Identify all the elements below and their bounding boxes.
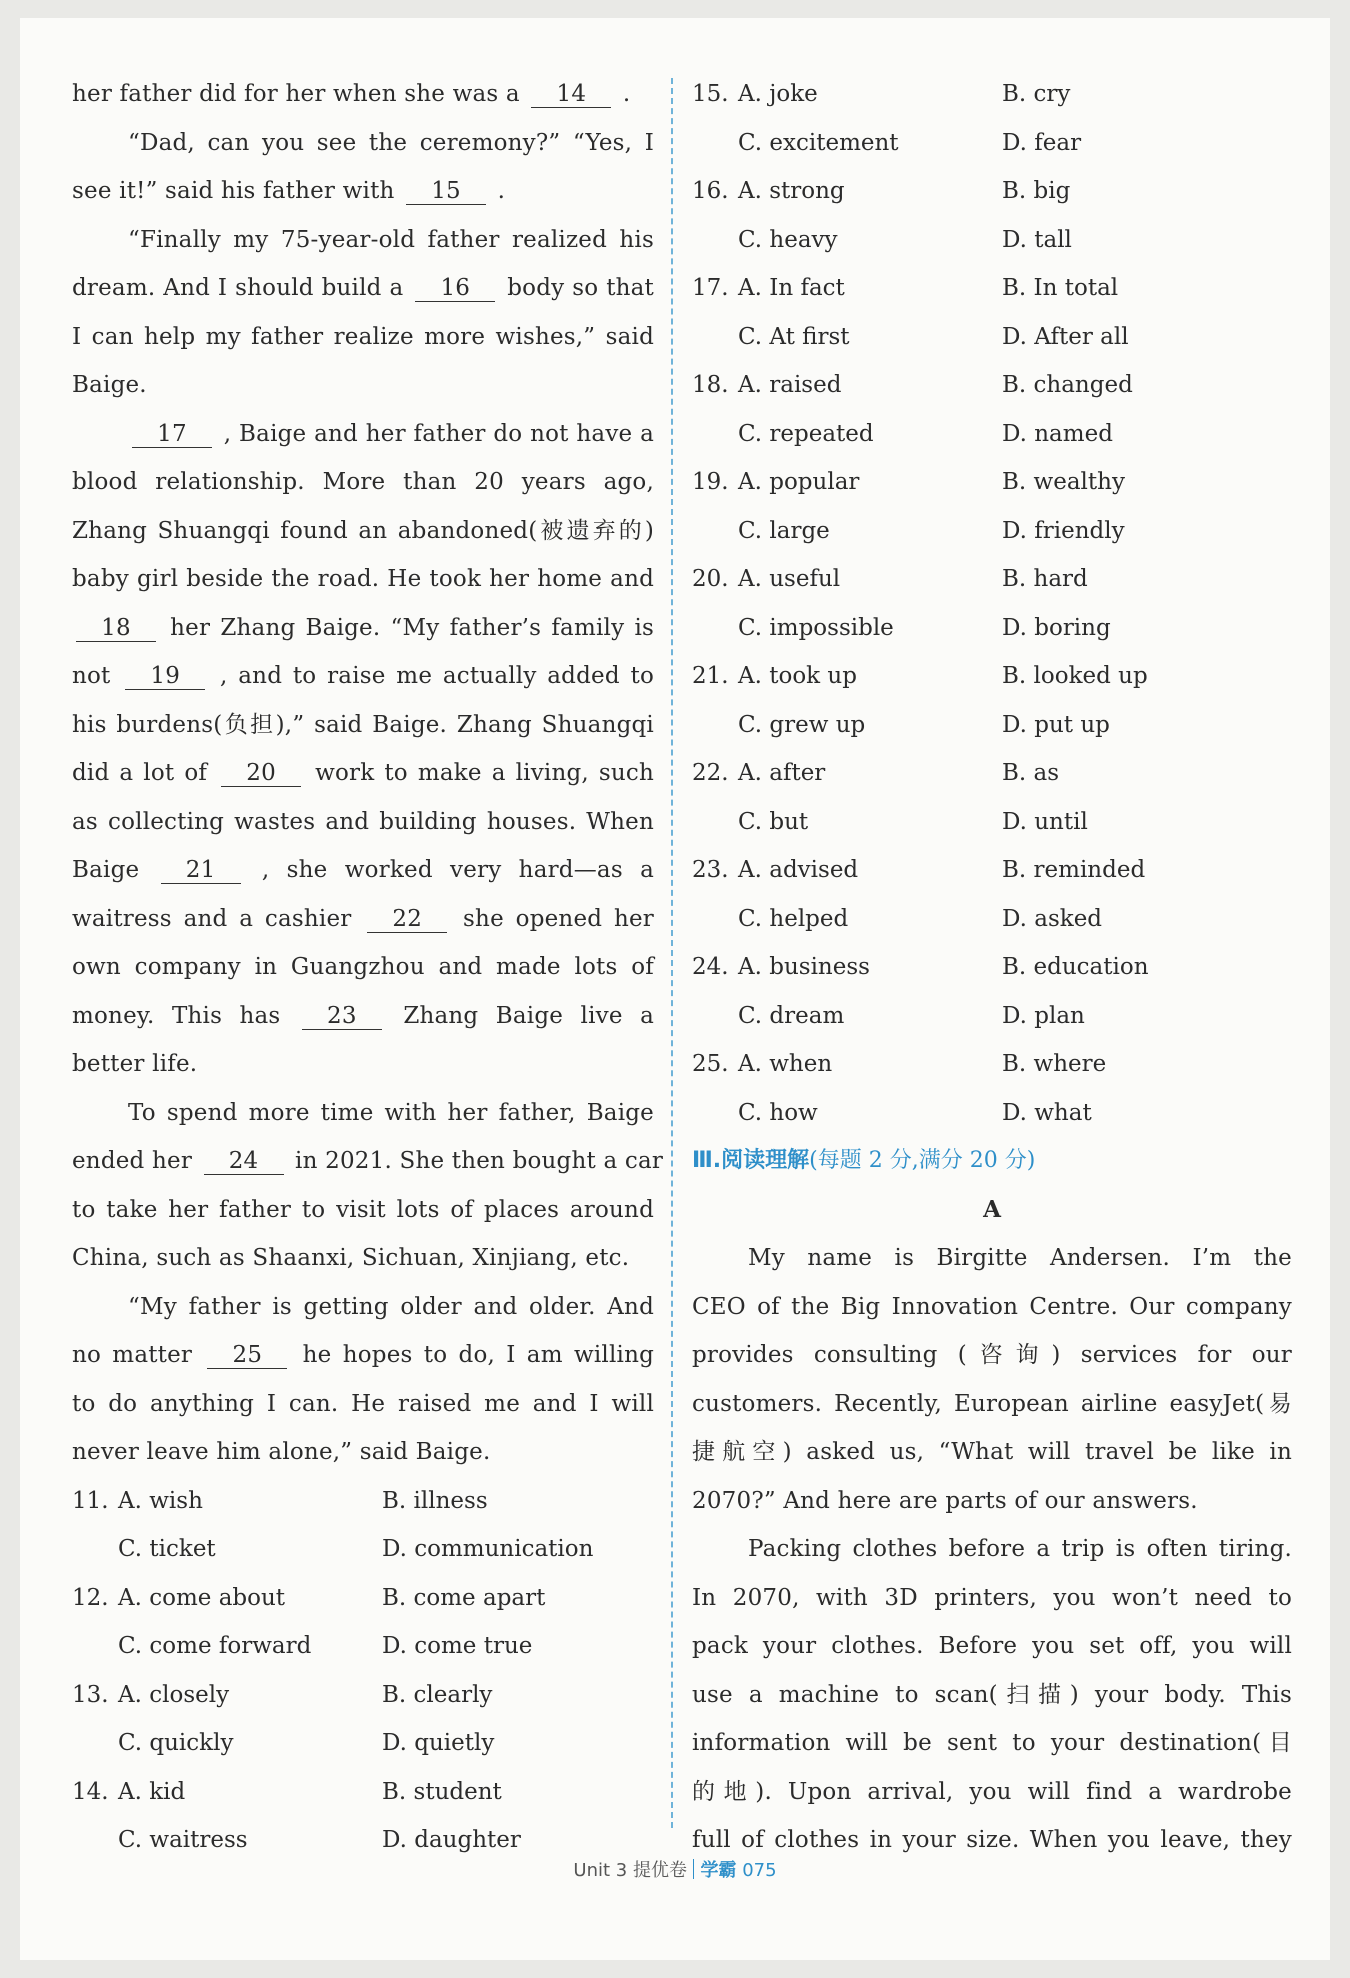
line-text: provides consulting (咨询) services for our [692, 1342, 1292, 1368]
question-number: 21. [692, 663, 729, 689]
option-choice: A. advised [738, 857, 859, 883]
text-line [72, 652, 654, 701]
text-line [72, 846, 654, 895]
text-line [72, 361, 654, 410]
page-footer [20, 1856, 1330, 1882]
answer-blank: 16 [415, 275, 495, 302]
passage-title: A [983, 1195, 1001, 1223]
line-text: own company in Guangzhou and made lots of [72, 954, 654, 980]
text-line [72, 70, 654, 119]
question-number: 14. [72, 1778, 109, 1805]
option-choice: C. come forward [118, 1633, 312, 1659]
line-text: CEO of the Big Innovation Centre. Our company [692, 1293, 1292, 1320]
question-number: 17. [692, 275, 729, 301]
question-number: 24. [692, 954, 729, 980]
option-choice: A. kid [118, 1778, 186, 1805]
option-row [72, 1525, 654, 1574]
option-row [72, 1477, 654, 1526]
text-line [72, 992, 654, 1041]
text-line [72, 604, 654, 653]
section-score-note: (每题 2 分,满分 20 分) [809, 1148, 1036, 1173]
question-number: 12. [72, 1584, 109, 1611]
section-heading [692, 1137, 1292, 1186]
option-choice: B. as [1002, 760, 1060, 786]
text-line [692, 1331, 1292, 1380]
line-text: Baige. [72, 372, 147, 398]
option-choice: A. raised [738, 372, 842, 398]
option-choice: D. quietly [382, 1730, 495, 1756]
text-line [72, 1137, 664, 1186]
option-choice: D. fear [1002, 129, 1082, 156]
option-choice: B. changed [1002, 372, 1133, 398]
text-line [692, 1525, 1292, 1574]
line-text: . [497, 178, 506, 204]
cloze-options-right [692, 70, 1292, 1137]
line-text: . [622, 81, 631, 107]
cloze-passage [72, 70, 664, 1477]
option-choice: C. dream [738, 1002, 845, 1029]
question-number: 25. [692, 1051, 729, 1077]
option-choice: B. wealthy [1002, 469, 1125, 495]
line-text: 捷航空) asked us, “What will travel be like in [692, 1439, 1292, 1465]
option-choice: D. boring [1002, 614, 1111, 641]
option-choice: D. until [1002, 808, 1088, 835]
right-column [692, 70, 1292, 1865]
question-number: 23. [692, 857, 729, 883]
option-choice: B. In total [1002, 275, 1119, 301]
text-line [692, 1768, 1292, 1817]
option-row [692, 119, 1292, 168]
option-choice: B. looked up [1002, 663, 1148, 689]
section-title: Ⅲ.阅读理解 [692, 1148, 810, 1173]
line-text: dream. And I should build a [72, 275, 404, 301]
option-choice: A. wish [118, 1487, 203, 1514]
line-text: to take her father to visit lots of places around [72, 1196, 654, 1223]
text-line [692, 1574, 1292, 1623]
line-text: see it!” said his father with [72, 178, 395, 204]
question-number: 15. [692, 81, 729, 107]
option-row [692, 313, 1292, 362]
option-choice: D. friendly [1002, 517, 1125, 544]
answer-blank: 21 [161, 857, 241, 884]
line-text: use a machine to scan(扫描) your body. This [692, 1681, 1292, 1708]
text-line [72, 1331, 654, 1380]
text-line [692, 1719, 1292, 1768]
option-choice: A. come about [118, 1584, 286, 1611]
answer-blank: 15 [406, 178, 486, 205]
text-line [692, 1622, 1292, 1671]
answer-blank: 22 [367, 906, 447, 933]
option-choice: C. large [738, 517, 830, 544]
option-row [72, 1671, 654, 1720]
option-choice: A. popular [738, 469, 860, 495]
question-number: 16. [692, 178, 729, 204]
answer-blank: 17 [132, 421, 212, 448]
option-choice: C. waitress [118, 1827, 248, 1853]
option-choice: A. useful [738, 566, 841, 592]
text-line [72, 895, 654, 944]
footer-brand: 学霸 [700, 1860, 737, 1881]
option-choice: B. cry [1002, 81, 1071, 107]
line-text: Baige [72, 857, 140, 883]
option-row [692, 167, 1292, 216]
option-row [692, 846, 1292, 895]
answer-blank: 23 [302, 1003, 382, 1030]
option-row [72, 1719, 654, 1768]
option-row [72, 1768, 654, 1817]
line-text: 2070?” And here are parts of our answers. [692, 1487, 1198, 1514]
answer-blank: 24 [204, 1148, 284, 1175]
text-line [72, 1380, 654, 1429]
option-choice: C. but [738, 808, 809, 835]
line-text: not [72, 663, 111, 689]
option-row [692, 992, 1292, 1041]
option-choice: B. reminded [1002, 857, 1146, 883]
question-number: 22. [692, 760, 729, 786]
option-row [72, 1574, 654, 1623]
option-choice: D. what [1002, 1099, 1092, 1126]
option-row [692, 361, 1292, 410]
option-row [692, 507, 1292, 556]
line-text: ended her [72, 1148, 193, 1174]
line-text: money. This has [72, 1002, 281, 1029]
option-choice: D. come true [382, 1633, 533, 1659]
option-row [692, 410, 1292, 459]
option-choice: D. asked [1002, 905, 1103, 932]
option-choice: B. come apart [382, 1584, 546, 1611]
option-choice: D. put up [1002, 711, 1110, 738]
text-line [72, 555, 654, 604]
option-choice: D. After all [1002, 323, 1129, 350]
option-row [692, 749, 1292, 798]
line-text: Zhang Baige live a [403, 1002, 654, 1029]
line-text: , Baige and her father do not have a [223, 420, 654, 447]
option-row [692, 798, 1292, 847]
option-choice: B. education [1002, 954, 1149, 980]
line-text: “Finally my 75-year-old father realized his [128, 226, 654, 253]
option-choice: A. joke [738, 81, 818, 107]
line-text: body so that [507, 275, 655, 301]
left-column [72, 70, 664, 1865]
line-text: her father did for her when she was a [72, 81, 520, 107]
text-line [692, 1477, 1292, 1526]
line-text: blood relationship. More than 20 years ago, [72, 469, 654, 495]
text-line [692, 1671, 1292, 1720]
text-line [72, 1428, 654, 1477]
option-choice: C. grew up [738, 711, 866, 738]
line-text: no matter [72, 1342, 193, 1368]
option-choice: C. quickly [118, 1730, 234, 1756]
line-text: information will be sent to your destination(目 [692, 1730, 1292, 1756]
footer-separator [693, 1859, 695, 1879]
text-line [692, 1234, 1292, 1283]
option-choice: B. hard [1002, 566, 1088, 592]
option-row [692, 604, 1292, 653]
option-choice: C. excitement [738, 129, 899, 156]
text-line [72, 749, 654, 798]
option-row [692, 216, 1292, 265]
option-row [692, 70, 1292, 119]
text-line [72, 1283, 654, 1332]
question-number: 19. [692, 469, 729, 495]
option-row [692, 652, 1292, 701]
option-choice: B. where [1002, 1051, 1107, 1077]
text-line [72, 798, 654, 847]
option-choice: D. communication [382, 1536, 594, 1562]
line-text: his burdens(负担),” said Baige. Zhang Shuangqi [72, 711, 654, 738]
option-row [692, 1040, 1292, 1089]
answer-blank: 20 [221, 760, 301, 787]
question-number: 20. [692, 566, 729, 592]
line-text: “Dad, can you see the ceremony?” “Yes, I [128, 129, 654, 156]
text-line [72, 943, 654, 992]
text-line [692, 1380, 1292, 1429]
question-number: 18. [692, 372, 729, 398]
option-row [692, 701, 1292, 750]
line-text: To spend more time with her father, Baige [128, 1099, 654, 1126]
line-text: waitress and a cashier [72, 905, 352, 932]
option-choice: C. ticket [118, 1536, 216, 1562]
answer-blank: 25 [207, 1342, 287, 1369]
text-line [72, 119, 654, 168]
text-line [72, 167, 654, 216]
option-choice: A. In fact [738, 275, 845, 301]
option-choice: B. student [382, 1778, 502, 1805]
page-number: 075 [742, 1860, 777, 1881]
text-line [692, 1428, 1292, 1477]
line-text: he hopes to do, I am willing [302, 1342, 655, 1368]
option-row [692, 1089, 1292, 1138]
option-choice: A. closely [118, 1681, 230, 1708]
option-choice: A. when [738, 1051, 833, 1077]
line-text: to do anything I can. He raised me and I will [72, 1390, 654, 1417]
text-line [72, 1040, 654, 1089]
option-row [692, 895, 1292, 944]
line-text: in 2021. She then bought a car [295, 1148, 664, 1174]
line-text: her Zhang Baige. “My father’s family is [170, 614, 655, 641]
line-text: better life. [72, 1051, 198, 1077]
option-choice: D. tall [1002, 226, 1072, 253]
text-line [72, 1186, 654, 1235]
text-line [72, 1234, 654, 1283]
question-number: 11. [72, 1487, 109, 1514]
footer-unit: Unit 3 提优卷 [573, 1860, 687, 1881]
text-line [72, 507, 654, 556]
option-row [692, 458, 1292, 507]
option-choice: C. impossible [738, 614, 894, 641]
line-text: , and to raise me actually added to [220, 663, 654, 689]
option-choice: C. helped [738, 905, 849, 932]
option-choice: A. after [738, 760, 826, 786]
column-divider [671, 78, 673, 1828]
line-text: In 2070, with 3D printers, you won’t need to [692, 1584, 1292, 1611]
question-number: 13. [72, 1681, 109, 1708]
text-line [72, 410, 654, 459]
text-line [72, 701, 654, 750]
option-choice: A. took up [738, 663, 857, 689]
line-text: Packing clothes before a trip is often tiring. [748, 1536, 1292, 1562]
line-text: baby girl beside the road. He took her home and [72, 566, 654, 592]
option-choice: A. strong [738, 178, 845, 204]
option-row [72, 1622, 654, 1671]
option-choice: C. heavy [738, 226, 838, 253]
line-text: 的地). Upon arrival, you will find a wardrobe [692, 1778, 1292, 1805]
option-choice: C. how [738, 1099, 818, 1126]
cloze-options-left [72, 1477, 654, 1865]
option-choice: D. plan [1002, 1002, 1085, 1029]
option-choice: B. big [1002, 178, 1071, 204]
option-choice: B. illness [382, 1487, 488, 1514]
option-choice: C. At first [738, 323, 850, 350]
line-text: never leave him alone,” said Baige. [72, 1439, 491, 1465]
line-text: did a lot of [72, 760, 208, 786]
option-choice: D. named [1002, 420, 1113, 447]
line-text: My name is Birgitte Andersen. I’m the [748, 1245, 1292, 1271]
line-text: , she worked very hard—as a [261, 857, 655, 883]
text-line [692, 1283, 1292, 1332]
text-line [72, 458, 654, 507]
answer-blank: 19 [125, 663, 205, 690]
line-text: customers. Recently, European airline easyJet(易 [692, 1390, 1292, 1417]
line-text: “My father is getting older and older. And [128, 1293, 654, 1320]
option-row [692, 264, 1292, 313]
line-text: she opened her [463, 905, 654, 932]
text-line [72, 1089, 654, 1138]
line-text: I can help my father realize more wishes,” said [72, 323, 654, 350]
answer-blank: 14 [531, 81, 611, 108]
option-row [692, 555, 1292, 604]
line-text: Zhang Shuangqi found an abandoned(被遗弃的) [72, 517, 654, 544]
option-row [692, 943, 1292, 992]
text-line [72, 216, 654, 265]
text-line [72, 313, 654, 362]
option-choice: C. repeated [738, 420, 874, 447]
line-text: work to make a living, such [315, 760, 655, 786]
text-line [72, 264, 654, 313]
reading-passage [692, 1234, 1292, 1865]
line-text: pack your clothes. Before you set off, you will [692, 1633, 1292, 1659]
line-text: China, such as Shaanxi, Sichuan, Xinjiang, etc. [72, 1245, 630, 1271]
option-choice: A. business [738, 954, 870, 980]
exam-page [20, 18, 1330, 1960]
answer-blank: 18 [76, 615, 156, 642]
line-text: full of clothes in your size. When you leave, they [692, 1827, 1292, 1853]
option-choice: B. clearly [382, 1681, 493, 1708]
line-text: as collecting wastes and building houses. When [72, 808, 654, 835]
option-choice: D. daughter [382, 1827, 521, 1853]
